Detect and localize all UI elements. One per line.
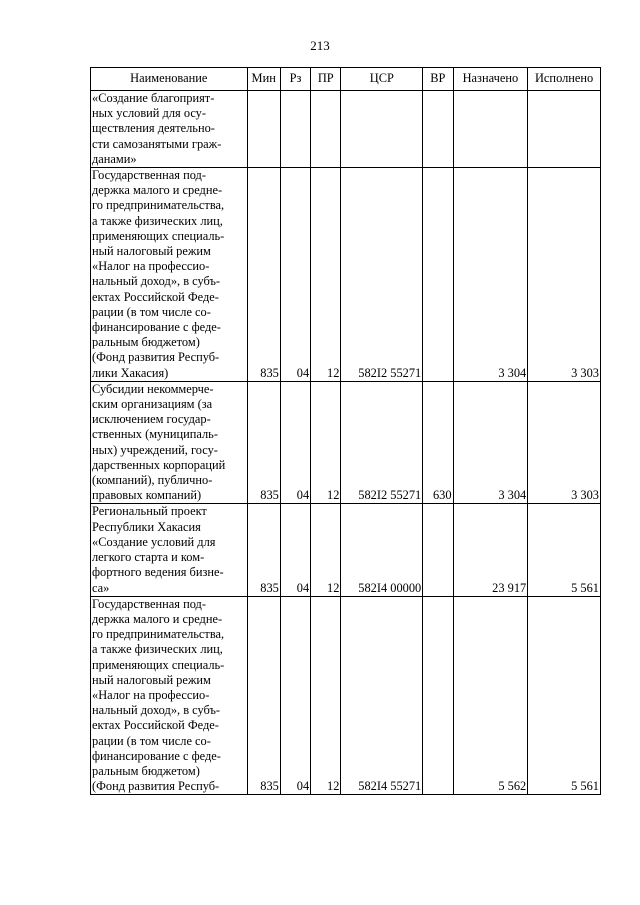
page-number: 213 [310,38,330,53]
header-pr: ПР [311,68,341,91]
table-header-row [91,68,601,91]
cell-name [91,381,248,504]
name-line: (компаний), публично- [92,473,213,488]
name-line: держка малого и средне- [92,183,223,198]
name-line: рации (в том числе со- [92,304,211,319]
cell-assigned: 23 917 [453,504,528,596]
name-line: ный налоговый режим [92,244,211,259]
cell-pr: 12 [311,168,341,382]
name-line: рации (в том числе со- [92,733,211,748]
header-executed: Исполнено [528,68,601,91]
cell-rz: 04 [280,504,310,596]
cell-assigned: 3 304 [453,381,528,504]
cell-name [91,91,248,168]
cell-csr: 582I4 55271 [341,596,423,795]
header-vr: ВР [423,68,453,91]
table-row [91,381,601,504]
table-row [91,504,601,596]
cell-min [247,91,280,168]
name-line: Республики Хакасия [92,519,201,534]
name-line: держка малого и средне- [92,611,223,626]
name-line: ральным бюджетом) [92,335,200,350]
name-line: финансирование с феде- [92,320,221,335]
cell-executed: 3 303 [528,168,601,382]
name-line: лики Хакасия) [92,365,169,380]
cell-vr: 630 [423,381,453,504]
name-line: (Фонд развития Респуб- [92,779,220,794]
header-rz: Рз [280,68,310,91]
cell-vr [423,596,453,795]
name-line: Региональный проект [92,504,207,519]
name-line: дарственных корпораций [92,457,226,472]
header-assigned: Назначено [453,68,528,91]
budget-table [90,67,601,795]
cell-rz: 04 [280,381,310,504]
name-line: ных условий для осу- [92,106,206,121]
name-line: правовых компаний) [92,488,202,503]
name-line: ственных (муниципаль- [92,427,218,442]
cell-assigned [453,91,528,168]
name-line: Субсидии некоммерче- [92,381,214,396]
cell-executed: 5 561 [528,596,601,795]
table-row [91,168,601,382]
name-line: а также физических лиц, [92,642,223,657]
cell-csr: 582I2 55271 [341,168,423,382]
table-row [91,91,601,168]
cell-vr [423,168,453,382]
cell-min: 835 [247,596,280,795]
cell-csr: 582I4 00000 [341,504,423,596]
name-line: применяющих специаль- [92,657,225,672]
cell-vr [423,91,453,168]
name-line: ральным бюджетом) [92,763,200,778]
cell-min: 835 [247,504,280,596]
name-line: нальный доход», в субъ- [92,274,221,289]
name-line: нальный доход», в субъ- [92,703,221,718]
name-line: ектах Российской Феде- [92,289,219,304]
name-line: применяющих специаль- [92,228,225,243]
header-name: Наименование [91,68,248,91]
name-line: са» [92,580,110,595]
cell-pr: 12 [311,381,341,504]
name-line: ществления деятельно- [92,121,215,136]
name-line: фортного ведения бизне- [92,565,224,580]
name-line: Государственная под- [92,168,206,183]
cell-rz [280,91,310,168]
name-line: «Создание благоприят- [92,91,215,105]
name-line: исключением государ- [92,412,211,427]
name-line: ским организациям (за [92,397,213,412]
name-line: ный налоговый режим [92,672,211,687]
cell-assigned: 5 562 [453,596,528,795]
name-line: го предпринимательства, [92,627,225,642]
cell-executed: 3 303 [528,381,601,504]
cell-executed [528,91,601,168]
name-line: финансирование с феде- [92,748,221,763]
name-line: легкого старта и ком- [92,550,205,565]
cell-name [91,504,248,596]
name-line: «Налог на профессио- [92,259,210,274]
name-line: данами» [92,151,137,166]
name-line: ектах Российской Феде- [92,718,219,733]
cell-rz: 04 [280,596,310,795]
name-line: го предпринимательства, [92,198,225,213]
table-body [91,91,601,795]
cell-vr [423,504,453,596]
name-line: Государственная под- [92,596,206,611]
cell-executed: 5 561 [528,504,601,596]
name-line: а также физических лиц, [92,213,223,228]
name-line: «Налог на профессио- [92,687,210,702]
name-line: сти самозанятыми граж- [92,136,222,151]
cell-name [91,596,248,795]
cell-min: 835 [247,168,280,382]
cell-name [91,168,248,382]
name-line: «Создание условий для [92,534,216,549]
table-row [91,596,601,795]
cell-pr [311,91,341,168]
cell-min: 835 [247,381,280,504]
header-csr: ЦСР [341,68,423,91]
cell-rz: 04 [280,168,310,382]
cell-pr: 12 [311,504,341,596]
cell-assigned: 3 304 [453,168,528,382]
name-line: ных) учреждений, госу- [92,442,218,457]
cell-csr: 582I2 55271 [341,381,423,504]
cell-pr: 12 [311,596,341,795]
cell-csr [341,91,423,168]
header-min: Мин [247,68,280,91]
name-line: (Фонд развития Респуб- [92,350,220,365]
